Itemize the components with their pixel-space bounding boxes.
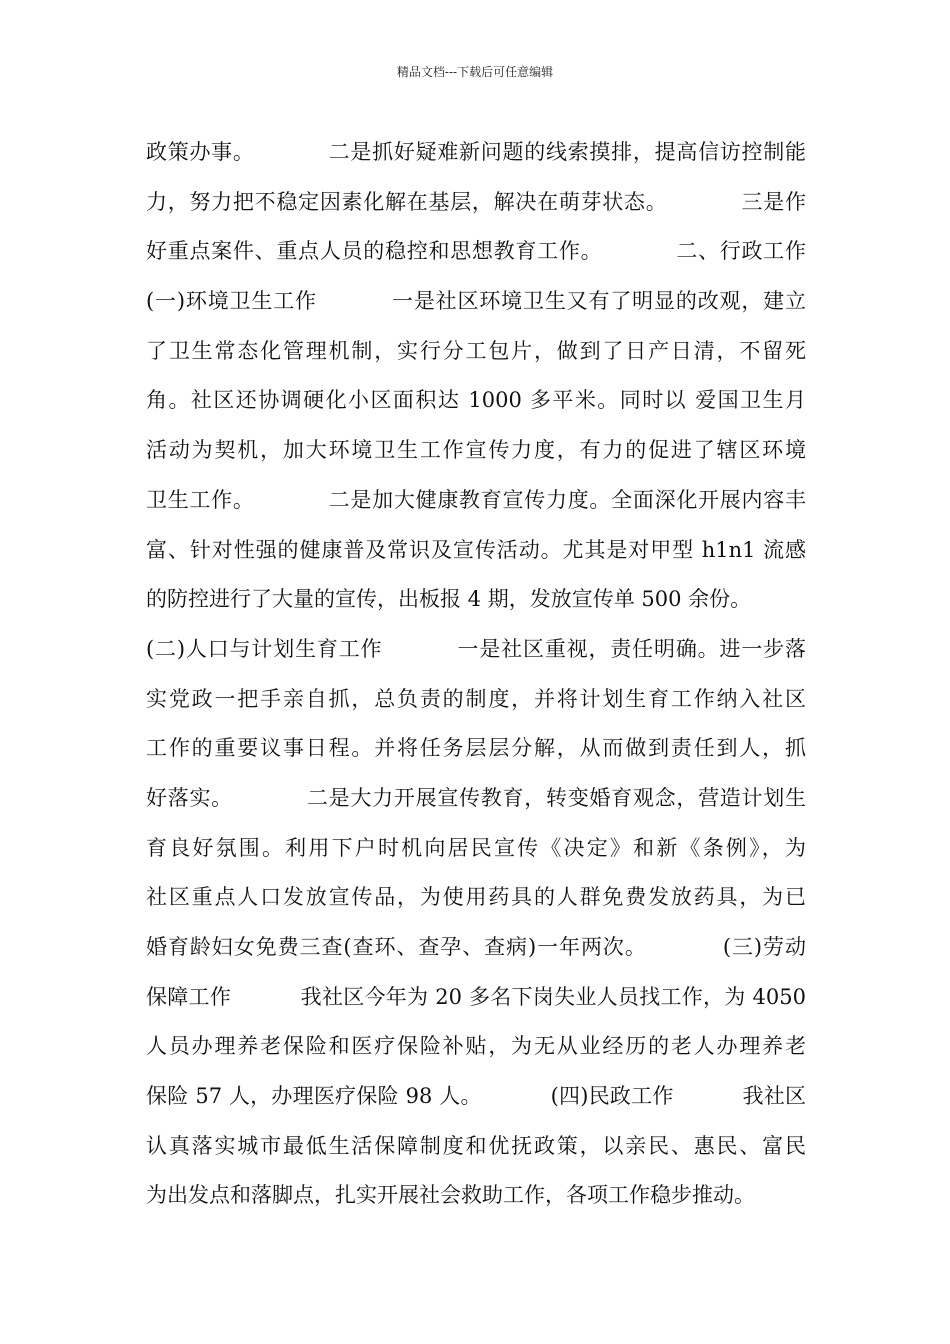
text-line: 力，努力把不稳定因素化解在基层，解决在萌芽状态。 三是作 — [146, 189, 806, 214]
text-line: 好落实。 二是大力开展宣传教育，转变婚育观念，营造计划生 — [146, 785, 806, 810]
text-line: 好重点案件、重点人员的稳控和思想教育工作。 二、行政工作 — [146, 239, 806, 264]
text-line: 政策办事。 二是抓好疑难新问题的线索摸排，提高信访控制能 — [146, 140, 806, 164]
page-header: 精品文档---下载后可任意编辑 — [396, 65, 554, 79]
text-line: 了卫生常态化管理机制，实行分工包片，做到了日产日清，不留死 — [146, 338, 806, 363]
text-line: 社区重点人口发放宣传品，为使用药具的人群免费发放药具，为已 — [146, 885, 806, 910]
text-line: 活动为契机，加大环境卫生工作宣传力度，有力的促进了辖区环境 — [146, 438, 806, 463]
text-line: 人员办理养老保险和医疗保险补贴，为无从业经历的老人办理养老 — [146, 1034, 806, 1059]
text-line: 婚育龄妇女免费三查(查环、查孕、查病)一年两次。 (三)劳动 — [146, 935, 806, 959]
text-line: 角。社区还协调硬化小区面积达 1000 多平米。同时以 爱国卫生月 — [146, 388, 806, 413]
text-line: 认真落实城市最低生活保障制度和优抚政策，以亲民、惠民、富民 — [146, 1133, 806, 1158]
text-line: 的防控进行了大量的宣传，出板报 4 期，发放宣传单 500 余份。 — [146, 587, 752, 612]
body-text — [146, 128, 806, 1221]
text-line: 保障工作 我社区今年为 20 多名下岗失业人员找工作，为 4050 — [146, 984, 806, 1009]
text-line: 工作的重要议事日程。并将任务层层分解，从而做到责任到人，抓 — [146, 736, 806, 761]
text-line: 实党政一把手亲自抓，总负责的制度，并将计划生育工作纳入社区 — [146, 686, 806, 711]
text-line: 卫生工作。 二是加大健康教育宣传力度。全面深化开展内容丰 — [146, 487, 806, 512]
text-line: 育良好氛围。利用下户时机向居民宣传《决定》和新《条例》，为 — [146, 835, 806, 860]
text-line: (一)环境卫生工作 一是社区环境卫生又有了明显的改观，建立 — [146, 289, 806, 314]
text-line: 为出发点和落脚点，扎实开展社会救助工作，各项工作稳步推动。 — [146, 1183, 755, 1208]
text-line: 富、针对性强的健康普及常识及宣传活动。尤其是对甲型 h1n1 流感 — [146, 537, 806, 562]
text-line: (二)人口与计划生育工作 一是社区重视，责任明确。进一步落 — [146, 636, 806, 661]
text-line: 保险 57 人，办理医疗保险 98 人。 (四)民政工作 我社区 — [146, 1084, 806, 1109]
